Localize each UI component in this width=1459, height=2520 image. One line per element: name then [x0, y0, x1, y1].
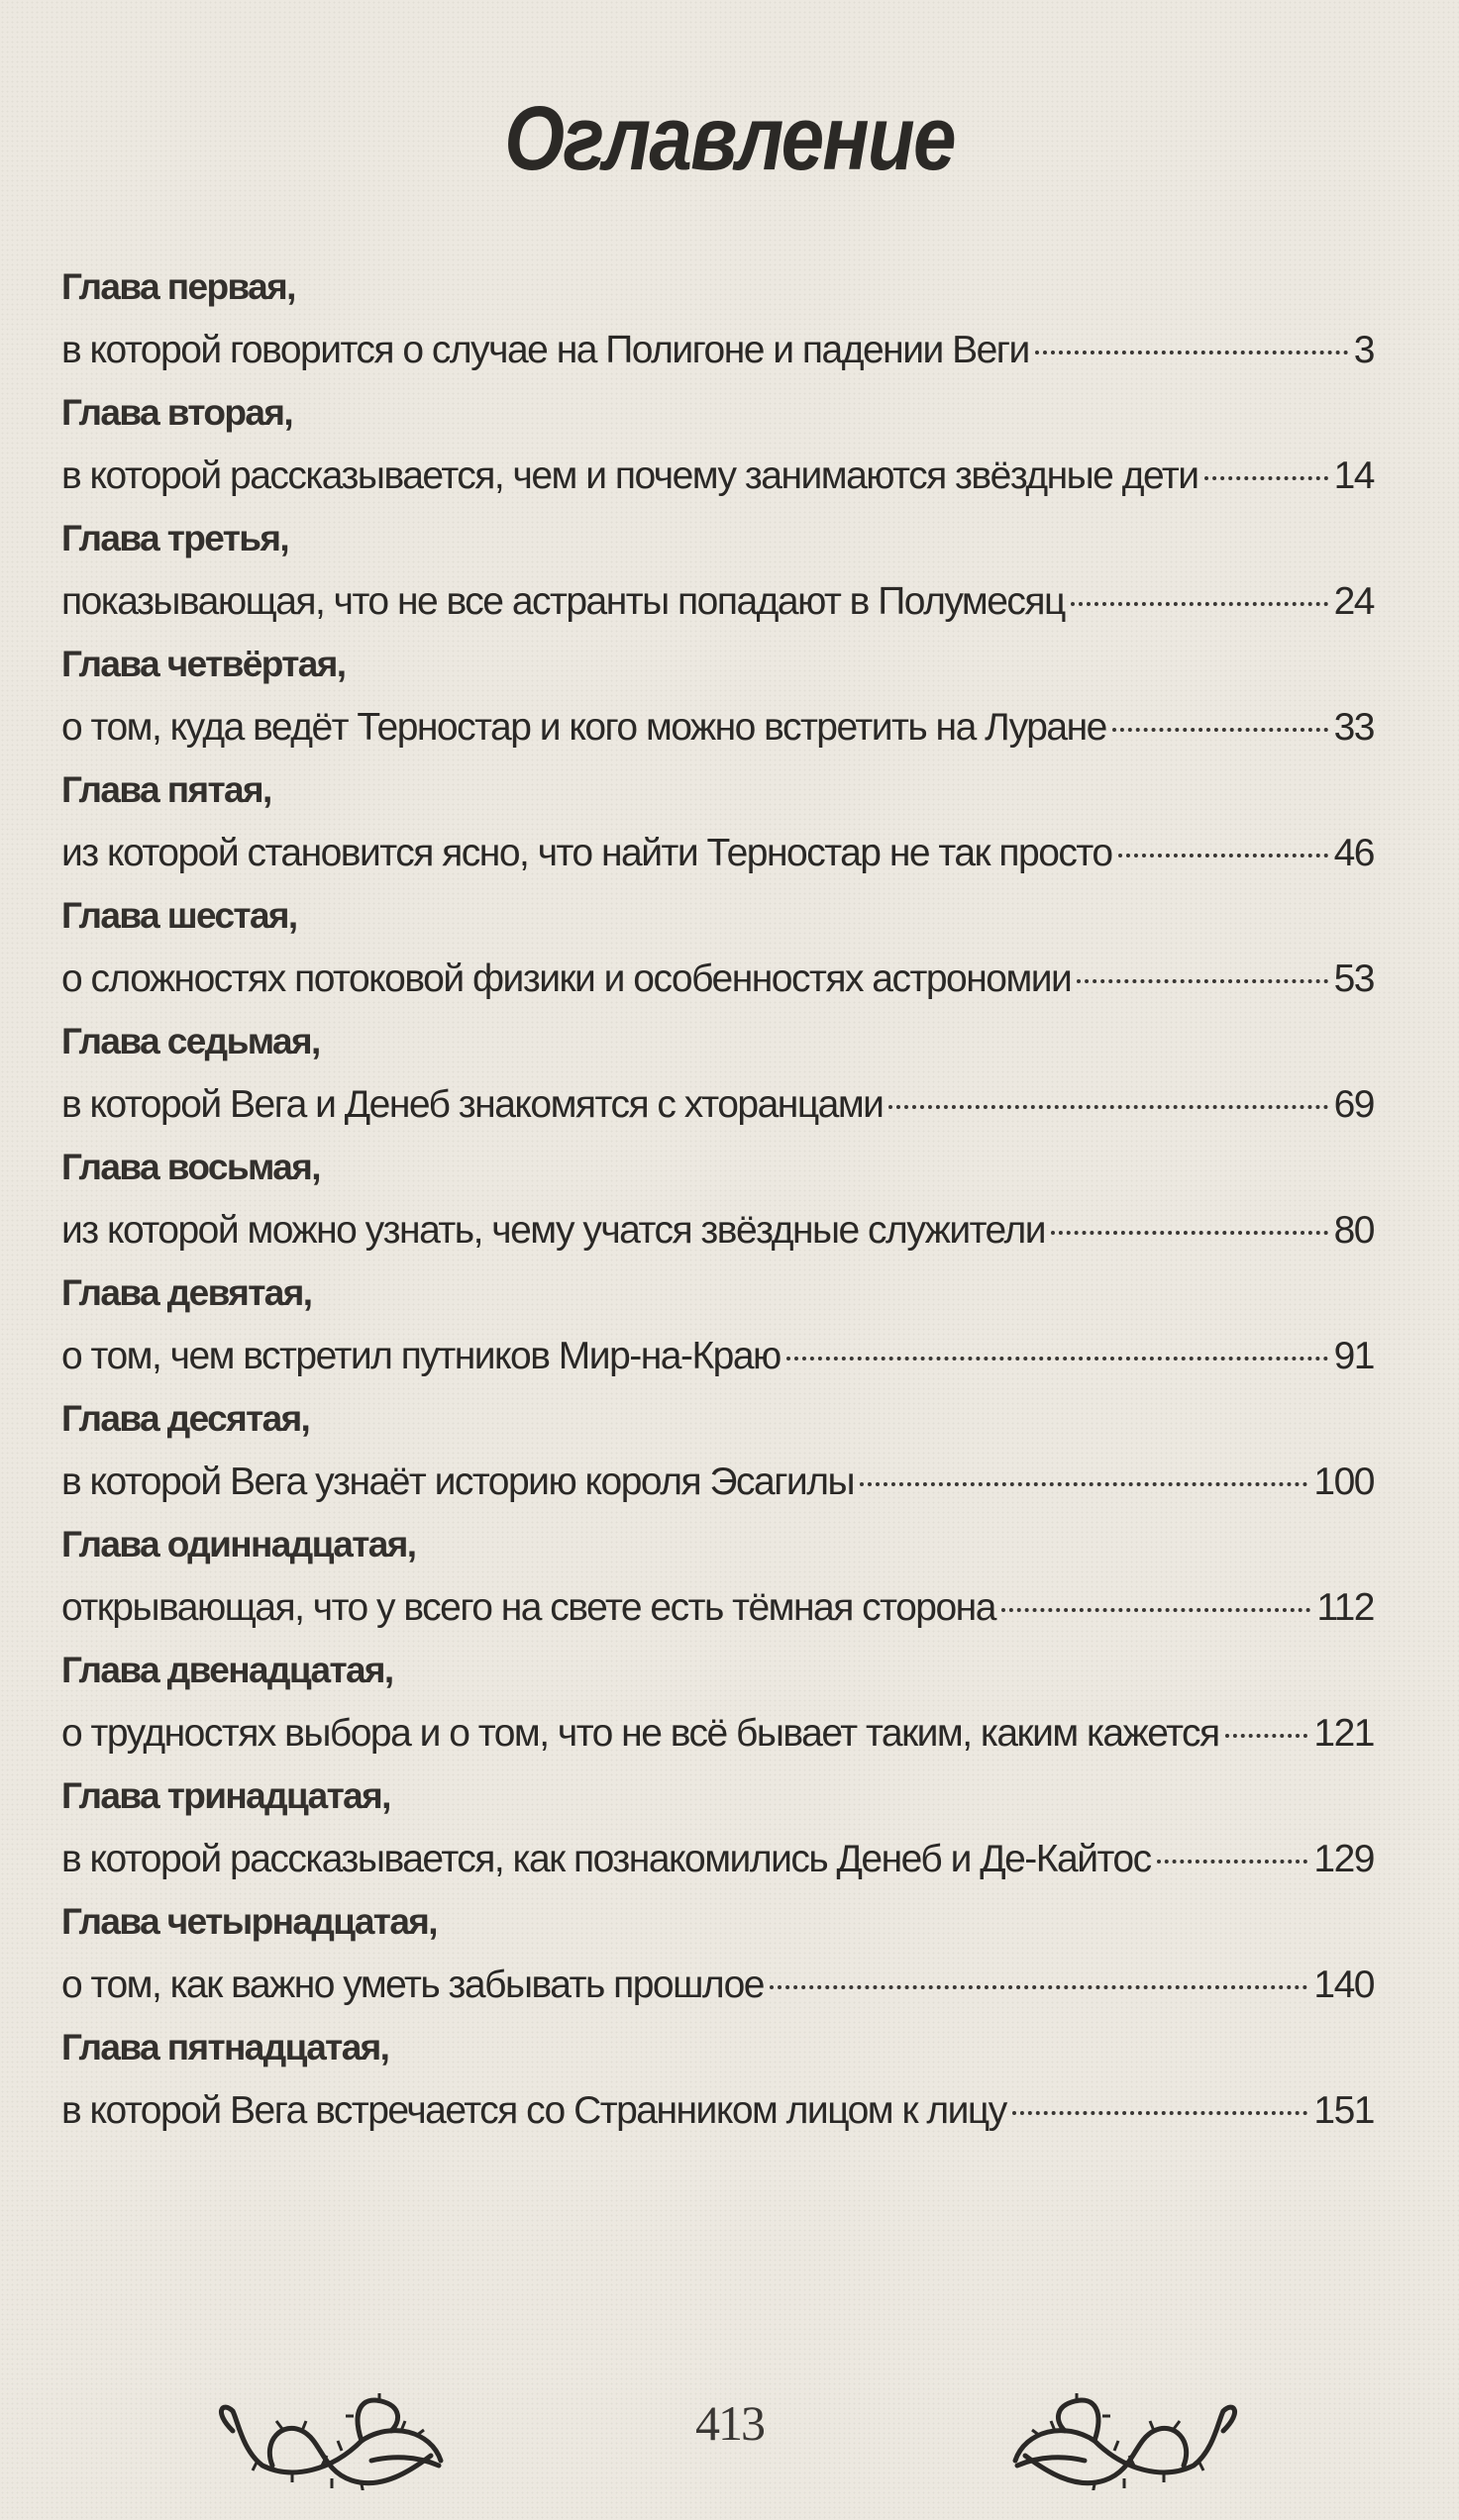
chapter-line	[61, 1327, 1374, 1386]
toc-entry	[61, 1517, 1374, 1643]
chapter-heading: Глава пятая,	[61, 769, 271, 810]
chapter-heading: Глава десятая,	[61, 1398, 310, 1439]
chapter-page: 69	[1333, 1083, 1374, 1126]
chapter-description: о сложностях потоковой физики и особенностях астрономии	[61, 958, 1072, 1000]
dot-leader	[1077, 979, 1327, 983]
chapter-line	[61, 1201, 1374, 1260]
chapter-description: о том, чем встретил путников Мир-на-Краю	[61, 1335, 781, 1377]
toc-entry	[61, 1014, 1374, 1140]
dot-leader	[1157, 1860, 1308, 1864]
dot-leader	[1001, 1608, 1310, 1612]
toc-entry	[61, 1643, 1374, 1768]
chapter-description: в которой рассказывается, чем и почему занимаются звёздные дети	[61, 454, 1198, 497]
toc-entry	[61, 1391, 1374, 1517]
toc-entry	[61, 1894, 1374, 2020]
chapter-page: 3	[1353, 329, 1374, 371]
chapter-heading: Глава тринадцатая,	[61, 1775, 390, 1816]
chapter-heading: Глава вторая,	[61, 392, 293, 433]
chapter-page: 140	[1313, 1964, 1374, 2006]
dot-leader	[1118, 854, 1328, 857]
toc-entry	[61, 1265, 1374, 1391]
chapter-page: 14	[1333, 454, 1374, 497]
toc-entry	[61, 1140, 1374, 1265]
toc-entry	[61, 385, 1374, 511]
chapter-line	[61, 1704, 1374, 1764]
page-number: 413	[695, 2395, 764, 2451]
chapter-line	[61, 572, 1374, 632]
chapter-page: 53	[1333, 958, 1374, 1000]
chapter-heading: Глава восьмая,	[61, 1147, 320, 1187]
chapter-description: о том, как важно уметь забывать прошлое	[61, 1964, 764, 2006]
chapter-heading: Глава пятнадцатая,	[61, 2027, 389, 2067]
toc-entry	[61, 762, 1374, 888]
chapter-line	[61, 1830, 1374, 1889]
chapter-heading: Глава третья,	[61, 518, 289, 558]
chapter-description: в которой говорится о случае на Полигоне и падении Веги	[61, 329, 1029, 371]
chapter-line	[61, 824, 1374, 883]
chapter-page: 80	[1333, 1209, 1374, 1252]
dot-leader	[1035, 351, 1348, 354]
dot-leader	[1204, 476, 1328, 480]
dot-leader	[1051, 1231, 1328, 1235]
chapter-description: о том, куда ведёт Терностар и кого можно встретить на Луране	[61, 706, 1106, 749]
chapter-description: в которой Вега узнаёт историю короля Эсагилы	[61, 1461, 854, 1503]
chapter-page: 121	[1313, 1712, 1374, 1755]
chapter-line	[61, 2081, 1374, 2141]
chapter-line	[61, 1453, 1374, 1512]
toc-entry	[61, 511, 1374, 637]
table-of-contents	[61, 259, 1374, 2146]
chapter-line	[61, 698, 1374, 757]
chapter-page: 33	[1333, 706, 1374, 749]
chapter-description: из которой становится ясно, что найти Терностар не так просто	[61, 832, 1112, 874]
chapter-heading: Глава шестая,	[61, 895, 297, 936]
chapter-heading: Глава двенадцатая,	[61, 1650, 393, 1690]
chapter-description: из которой можно узнать, чему учатся звёздные служители	[61, 1209, 1045, 1252]
chapter-line	[61, 1075, 1374, 1135]
dot-leader	[770, 1985, 1307, 1989]
chapter-description: показывающая, что не все астранты попадают в Полумесяц	[61, 580, 1065, 623]
toc-entry	[61, 259, 1374, 385]
chapter-page: 112	[1316, 1586, 1374, 1629]
chapter-page: 91	[1333, 1335, 1374, 1377]
chapter-line	[61, 1956, 1374, 2015]
chapter-heading: Глава девятая,	[61, 1272, 312, 1313]
chapter-heading: Глава одиннадцатая,	[61, 1524, 416, 1564]
chapter-page: 46	[1333, 832, 1374, 874]
chapter-description: в которой рассказывается, как познакомились Денеб и Де-Кайтос	[61, 1838, 1151, 1880]
chapter-heading: Глава четвёртая,	[61, 644, 346, 684]
chapter-heading: Глава седьмая,	[61, 1021, 320, 1061]
chapter-page: 129	[1313, 1838, 1374, 1880]
dot-leader	[1225, 1734, 1308, 1738]
dot-leader	[1112, 728, 1328, 732]
chapter-heading: Глава первая,	[61, 266, 295, 307]
chapter-line	[61, 321, 1374, 380]
dot-leader	[1012, 2111, 1308, 2115]
chapter-line	[61, 950, 1374, 1009]
dot-leader	[888, 1105, 1327, 1109]
chapter-description: о трудностях выбора и о том, что не всё бывает таким, каким кажется	[61, 1712, 1219, 1755]
dot-leader	[1071, 602, 1328, 606]
chapter-page: 100	[1313, 1461, 1374, 1503]
chapter-heading: Глава четырнадцатая,	[61, 1901, 437, 1942]
chapter-page: 151	[1313, 2089, 1374, 2132]
chapter-page: 24	[1333, 580, 1374, 623]
chapter-description: в которой Вега встречается со Странником лицом к лицу	[61, 2089, 1006, 2132]
chapter-line	[61, 447, 1374, 506]
toc-entry	[61, 637, 1374, 762]
toc-entry	[61, 2020, 1374, 2146]
dot-leader	[786, 1357, 1328, 1361]
chapter-description: открывающая, что у всего на свете есть тёмная сторона	[61, 1586, 995, 1629]
chapter-line	[61, 1578, 1374, 1638]
page-title: Оглавление	[504, 88, 955, 189]
dot-leader	[860, 1482, 1307, 1486]
chapter-description: в которой Вега и Денеб знакомятся с хторанцами	[61, 1083, 884, 1126]
toc-entry	[61, 888, 1374, 1014]
toc-entry	[61, 1768, 1374, 1894]
